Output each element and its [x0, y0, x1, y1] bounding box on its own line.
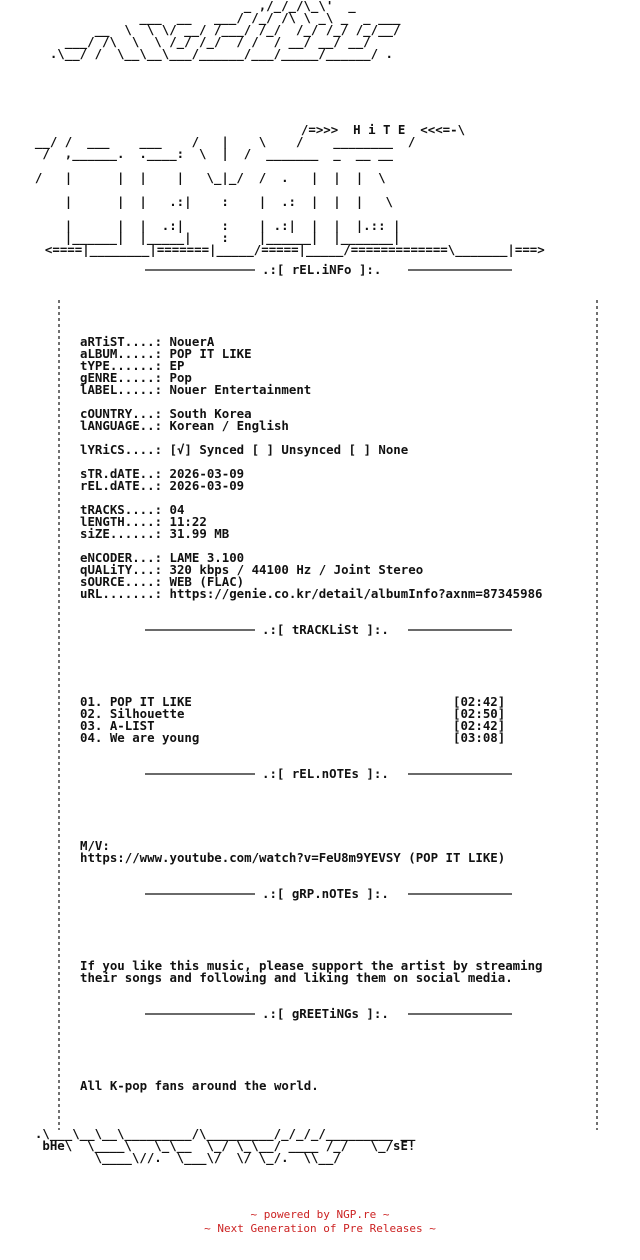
field-length: lENGTH....: 11:22 [80, 514, 207, 529]
field-artist: aRTiST....: NouerA [80, 334, 215, 349]
field-size: siZE......: 31.99 MB [80, 526, 230, 541]
ascii-logo-line: | | | .:| : | .: | | | \ [20, 194, 393, 209]
ascii-footer-line: bHe\ \____\ \_\__ \_/ \_\__/ ____ /_/ \_/sE! [20, 1138, 416, 1153]
ascii-footer-line: .\___\__\__\_________/\_________/_/_/_/_________ __ [20, 1126, 416, 1141]
section-header-grpnotes: .:[ gRP.nOTEs ]:. [262, 886, 389, 901]
ascii-footer-line: \____\//. \___\/ \/ \_/. \\__/ [20, 1150, 341, 1165]
grp-notes-line: their songs and following and liking them on social media. [80, 970, 513, 985]
rel-notes-link: https://www.youtube.com/watch?v=FeU8m9YEVSY (POP IT LIKE) [80, 850, 506, 865]
ascii-logo-line: |______| |_____| : |______| |_______| [20, 230, 401, 245]
field-encoder: eNCODER...: LAME 3.100 [80, 550, 245, 565]
field-source: sOURCE....: WEB (FLAC) [80, 574, 245, 589]
track-row: 04. We are young [03:08] [80, 730, 506, 745]
field-rel-date: rEL.dATE..: 2026-03-09 [80, 478, 245, 493]
track-row: 01. POP IT LIKE [02:42] [80, 694, 506, 709]
ascii-logo-line: .\__/ / \__\__\___/______/___/_____/______/ . [20, 46, 393, 61]
track-row: 02. Silhouette [02:50] [80, 706, 506, 721]
field-language: lANGUAGE..: Korean / English [80, 418, 289, 433]
greetings-line: All K-pop fans around the world. [80, 1078, 319, 1093]
field-url: uRL.......: https://genie.co.kr/detail/albumInfo?axnm=87345986 [80, 586, 543, 601]
field-str-date: sTR.dATE..: 2026-03-09 [80, 466, 245, 481]
ascii-logo-line: /=>>> H i T E <<<=-\ [10, 122, 466, 137]
field-album: aLBUM.....: POP IT LIKE [80, 346, 252, 361]
ascii-logo-line: / ,______. .____: \ | / _______ _ __ __ [20, 146, 393, 161]
ascii-logo-line: __ \ \ \/ __/ /___/ /_/ /_/ /_/ /_/__/ [20, 22, 401, 37]
field-quality: qUALiTY...: 320 kbps / 44100 Hz / Joint Stereo [80, 562, 424, 577]
ascii-logo-line: ___ __ ___/ /_/ /\ \ _\ _ _ ___ [20, 10, 401, 25]
field-country: cOUNTRY...: South Korea [80, 406, 252, 421]
ascii-logo-line: _ ,/_/_/\_\' _ [20, 0, 356, 13]
section-header-tracklist: .:[ tRACKLiSt ]:. [262, 622, 389, 637]
field-lyrics: lYRiCS....: [√] Synced [ ] Unsynced [ ] None [80, 442, 409, 457]
field-tracks: tRACKS....: 04 [80, 502, 185, 517]
section-header-relnotes: .:[ rEL.nOTEs ]:. [262, 766, 389, 781]
track-row: 03. A-LIST [02:42] [80, 718, 506, 733]
section-header-info: .:[ rEL.iNFo ]:. [262, 262, 382, 277]
field-type: tYPE......: EP [80, 358, 185, 373]
field-genre: gENRE.....: Pop [80, 370, 192, 385]
ascii-logo-line: | | | .:| : | .:| | | |.:: | [20, 218, 401, 233]
field-label: lABEL.....: Nouer Entertainment [80, 382, 312, 397]
grp-notes-line: If you like this music, please support the artist by streaming [80, 958, 543, 973]
footer [0, 1208, 640, 1236]
ascii-logo-line: / | | | | \_|_/ / . | | | \ [20, 170, 386, 185]
rel-notes-label: M/V: [80, 838, 110, 853]
section-header-greetings: .:[ gREETiNGs ]:. [262, 1006, 389, 1021]
footer-powered-by: ~ powered by NGP.re ~ [250, 1208, 390, 1221]
footer-tagline: ~ Next Generation of Pre Releases ~ [204, 1222, 436, 1235]
ascii-logo-line: <====|________|=======|_____/=====|_____/=============\_______|===> [30, 242, 545, 257]
ascii-logo-line: ___/ /\ \ \ /_/ /_/ / / / __/ __/ __/ [20, 34, 371, 49]
ascii-logo-line: __/ / ___ ___ / | \ / ________ / [20, 134, 416, 149]
